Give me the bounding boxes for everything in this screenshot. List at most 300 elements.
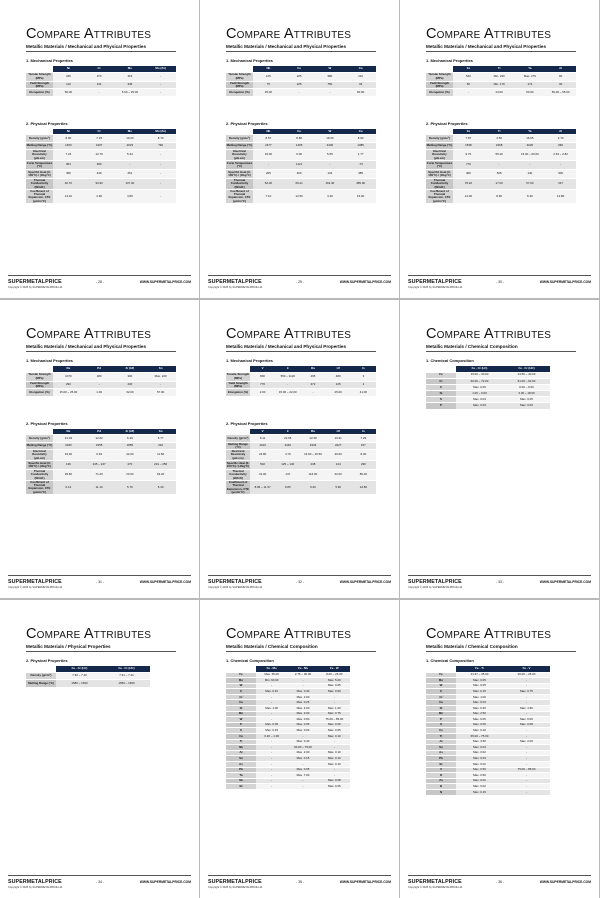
row-label: Thermal Conductivity (W/mK)	[26, 178, 53, 189]
website-link[interactable]: WWW.SUPERMETALPRICE.COM	[539, 280, 591, 284]
table-cell: -	[275, 381, 300, 389]
column-header: W	[315, 129, 346, 135]
table-cell: 2.00	[250, 389, 275, 397]
row-label: Si	[426, 706, 456, 712]
row-label: N	[426, 789, 456, 795]
table-row	[426, 789, 550, 795]
table-cell: 2623	[115, 142, 146, 150]
table-cell: 345	[115, 81, 146, 89]
row-label: Bi	[426, 762, 456, 768]
row-label: Cr	[226, 694, 256, 700]
row-label: Melting Range (°C)	[26, 442, 53, 450]
table-row	[26, 81, 176, 89]
table-cell: 1907	[84, 142, 115, 150]
table-cell: Max. 0.50	[456, 767, 503, 773]
table-cell: Max. 0.05	[287, 767, 318, 773]
data-table	[26, 429, 176, 495]
table-cell: 30	[545, 81, 576, 89]
table-cell: Max. 0.03	[456, 700, 503, 706]
table-cell: 60.00 ~ 72.00	[456, 378, 503, 384]
website-link[interactable]: WWW.SUPERMETALPRICE.COM	[539, 580, 591, 584]
table-cell: Max. 1.00	[456, 694, 503, 700]
table-cell: 1085	[345, 142, 376, 150]
table-row	[226, 381, 376, 389]
table-cell: -	[256, 750, 287, 756]
table-row	[426, 89, 576, 97]
table-row	[26, 389, 176, 397]
table-row	[26, 89, 176, 97]
table-cell: 345	[53, 72, 84, 81]
row-label: Tensile Strength (MPa)	[226, 372, 250, 380]
brand-name: SUPERMETALPRICE	[408, 579, 462, 585]
table-row	[26, 160, 176, 169]
table-row	[26, 142, 176, 150]
section-heading: 2. Physical Properties	[426, 120, 468, 126]
table-cell: -	[545, 160, 576, 169]
page-number: - 32 -	[296, 580, 304, 584]
column-header: In	[351, 429, 376, 435]
page-title: Compare Attributes	[226, 626, 352, 642]
page-footer	[408, 575, 591, 589]
table-cell: 15.00 ~ 25.00	[53, 389, 84, 397]
table-row	[226, 81, 376, 89]
table-cell: 2	[351, 381, 376, 389]
table-cell: 16.00 ~ 30.00	[456, 372, 503, 378]
table-cell: 7.31 ~ 7.41	[103, 672, 150, 680]
table-cell: 1453	[53, 142, 84, 150]
row-label: W	[226, 683, 256, 689]
table-cell: 12.00	[453, 189, 484, 203]
table-cell: -	[256, 773, 287, 779]
table-row	[226, 189, 376, 203]
table-cell: 270	[115, 460, 146, 469]
table-cell: Max. 0.10	[319, 734, 350, 740]
document-page	[400, 0, 599, 298]
table-cell: 1121	[284, 160, 315, 169]
row-label: Specific Heat (0-100°C) / (J/kg°C)	[226, 169, 253, 178]
table-cell: -	[256, 784, 287, 790]
table-cell: Max. 0.10	[256, 689, 287, 695]
row-label: Cr	[426, 378, 456, 384]
table-cell: 385.00	[345, 178, 376, 189]
website-link[interactable]: WWW.SUPERMETALPRICE.COM	[339, 280, 391, 284]
table-cell: 3400	[315, 142, 346, 150]
table-cell: 25.00	[326, 389, 351, 397]
table-cell: Max. 0.10	[319, 762, 350, 768]
table-cell: 7.24	[53, 150, 84, 161]
row-label: Cu	[226, 734, 256, 740]
row-label: Density (g/cm³)	[26, 435, 53, 443]
table-cell: Max. 0.03	[456, 745, 503, 751]
website-link[interactable]: WWW.SUPERMETALPRICE.COM	[339, 880, 391, 884]
website-link[interactable]: WWW.SUPERMETALPRICE.COM	[139, 880, 191, 884]
table-cell: 21.03	[53, 435, 84, 443]
copyright-text: Copyright © 2025 by SUPERMETALPRICE Ltd.	[208, 886, 263, 889]
table-row	[426, 72, 576, 81]
table-cell: 21.37 ~ 35.00	[456, 672, 503, 678]
row-label: Yield Strength (MPa)	[226, 81, 253, 89]
website-link[interactable]: WWW.SUPERMETALPRICE.COM	[139, 580, 191, 584]
table-cell: -	[145, 160, 176, 169]
document-page	[200, 300, 399, 598]
page-footer	[208, 575, 391, 589]
row-label: Nb	[226, 745, 256, 751]
table-cell: Min. 170	[484, 81, 515, 89]
table-cell: 3180	[53, 442, 84, 450]
table-cell: 4.40	[315, 189, 346, 203]
table-cell: 57.00	[145, 389, 176, 397]
row-label: Si	[226, 706, 256, 712]
table-cell: 456	[53, 169, 84, 178]
row-label: Electrical Resistivity (μΩ·cm)	[426, 150, 453, 161]
table-cell: Max. 0.02	[456, 784, 503, 790]
row-label: Co	[426, 728, 456, 734]
row-label: Specific Heat (0-100°C) / (J/kg°C)	[226, 460, 250, 469]
row-label: Curie Temperature (°C)	[426, 160, 453, 168]
table-cell: -	[503, 683, 550, 689]
table-cell: 5.00 ~ 25.00	[115, 89, 146, 97]
website-link[interactable]: WWW.SUPERMETALPRICE.COM	[539, 880, 591, 884]
table-cell: 12.30	[300, 435, 325, 443]
website-link[interactable]: WWW.SUPERMETALPRICE.COM	[139, 280, 191, 284]
brand-name: SUPERMETALPRICE	[8, 279, 62, 285]
row-label: Pb	[426, 756, 456, 762]
table-row	[426, 160, 576, 169]
table-cell: 172	[515, 81, 546, 89]
table-cell: 480	[84, 160, 115, 169]
column-header: Mo	[115, 66, 146, 72]
row-label: Coefficient of Thermal Expansion, CTE (μm/m°C)	[26, 480, 53, 494]
table-cell: 39.60	[53, 469, 84, 480]
page-subtitle: Metallic Materials / Chemical Composition	[426, 344, 576, 352]
row-label: Mo	[426, 678, 456, 684]
table-cell: 20.00 ~ 25.00	[503, 672, 550, 678]
row-label: Yield Strength (MPa)	[26, 381, 53, 389]
table-cell: 50.00	[53, 89, 84, 97]
table-row	[226, 470, 376, 481]
data-table	[426, 129, 576, 204]
table-cell: Max. 0.05	[456, 384, 503, 390]
table-cell: 19.30	[53, 450, 84, 461]
table-cell: Max. 0.75	[503, 689, 550, 695]
table-cell: 9.93	[84, 450, 115, 461]
column-header: Fe - Cr (LC)	[456, 366, 503, 372]
page-content	[26, 26, 176, 204]
table-cell: -	[484, 160, 515, 169]
copyright-text: Copyright © 2025 by SUPERMETALPRICE Ltd.	[8, 586, 63, 589]
table-cell: 24.80	[250, 450, 275, 461]
table-row	[26, 189, 176, 203]
column-header: V	[250, 429, 275, 435]
table-cell: -	[503, 756, 550, 762]
row-label: Al	[226, 750, 256, 756]
row-label: Yield Strength (MPa)	[26, 81, 53, 89]
column-header: Ni	[53, 129, 84, 135]
table-cell: 770	[453, 160, 484, 169]
table-cell: -	[319, 767, 350, 773]
table-cell: 134	[315, 169, 346, 178]
copyright-text: Copyright © 2025 by SUPERMETALPRICE Ltd.	[408, 886, 463, 889]
table-cell: 93.90	[84, 178, 115, 189]
table-cell: -	[253, 160, 284, 169]
section-heading: 2. Physical Properties	[26, 658, 68, 663]
column-header: Sn	[145, 429, 176, 435]
table-cell: 1495	[284, 142, 315, 150]
table-row	[426, 169, 576, 178]
column-header: Hf	[326, 366, 351, 372]
document-page	[0, 0, 199, 298]
page-footer	[8, 575, 191, 589]
row-label: Melting Range (°C)	[226, 142, 253, 150]
table-cell: 57.00	[515, 178, 546, 189]
table-cell: -	[515, 160, 546, 169]
page-title: Compare Attributes	[26, 326, 152, 342]
page-content	[226, 326, 376, 495]
row-label: Bi	[226, 784, 256, 790]
table-cell: 225	[284, 81, 315, 89]
table-cell: Max. 0.06	[319, 722, 350, 728]
table-cell: 5.65	[315, 150, 346, 161]
table-cell: Max. 0.05	[256, 722, 287, 728]
column-header: Pd	[84, 429, 115, 435]
column-header: Ni	[53, 66, 84, 72]
column-header: Fe	[453, 129, 484, 135]
row-label: Ta	[226, 773, 256, 779]
page-content	[426, 326, 576, 410]
table-cell: Max. 0.03	[456, 756, 503, 762]
table-row	[26, 135, 176, 143]
brand-name: SUPERMETALPRICE	[8, 879, 62, 885]
table-row	[26, 480, 176, 494]
column-header: Ru	[300, 366, 325, 372]
page-content	[226, 626, 376, 790]
row-label: S	[426, 722, 456, 728]
table-cell: Max. 0.15	[456, 789, 503, 795]
row-label: Al	[426, 739, 456, 745]
column-header: Cr	[84, 66, 115, 72]
page-footer	[208, 875, 391, 889]
table-cell: 125 ~ 140	[275, 461, 300, 470]
table-cell: -	[503, 700, 550, 706]
table-cell: 5.34	[115, 150, 146, 161]
row-label: Cr	[426, 694, 456, 700]
section-heading: 1. Mechanical Properties	[226, 58, 273, 63]
table-cell: 8.70	[145, 135, 176, 143]
table-cell: 12.02	[84, 435, 115, 443]
table-cell: 290	[53, 381, 84, 389]
table-cell: 31.00	[250, 470, 275, 481]
table-cell: Max. 2.50	[456, 711, 503, 717]
table-row	[226, 178, 376, 189]
table-cell: 4.70	[275, 450, 300, 461]
table-row	[426, 178, 576, 189]
table-cell: -	[256, 762, 287, 768]
page-footer	[8, 275, 191, 289]
table-cell: 5.77	[145, 435, 176, 443]
table-cell: 13.31	[326, 435, 351, 443]
table-cell: Max. 0.15	[456, 689, 503, 695]
table-cell: Max. 0.03	[287, 728, 318, 734]
table-cell: Max. 0.05	[287, 722, 318, 728]
table-cell: 75	[253, 81, 284, 89]
row-label: Sb	[226, 778, 256, 784]
table-cell: -	[256, 756, 287, 762]
row-label: Melting Range (°C)	[226, 442, 250, 450]
section-heading: 2. Physical Properties	[226, 420, 268, 426]
page-number: - 36 -	[496, 880, 504, 884]
column-header: Cr	[84, 129, 115, 135]
table-row	[226, 169, 376, 178]
table-cell: -	[84, 89, 115, 97]
row-label: Yield Strength (MPa)	[226, 381, 250, 389]
row-label: Specific Heat (0-100°C) / (J/kg°C)	[26, 460, 53, 469]
column-header: Ti	[484, 66, 515, 72]
document-page	[0, 600, 199, 898]
table-cell: 16.65	[515, 135, 546, 143]
table-cell: 11.50	[145, 450, 176, 461]
table-cell: 3.00 ~ 18.00	[503, 391, 550, 397]
table-cell: Max. 1.00	[319, 706, 350, 712]
table-cell: 71.20	[84, 469, 115, 480]
table-cell: 480	[326, 372, 351, 381]
table-cell: 163.30	[315, 178, 346, 189]
table-cell: 7.29	[351, 435, 376, 443]
table-cell: 0.20 ~ 1.00	[256, 734, 287, 740]
copyright-text: Copyright © 2025 by SUPERMETALPRICE Ltd.	[208, 286, 263, 289]
table-cell: -	[319, 773, 350, 779]
column-header: Hf	[326, 429, 351, 435]
table-cell: Max. 276	[515, 72, 546, 81]
row-label: Electrical Resistivity (μΩ·cm)	[26, 150, 53, 161]
table-cell: Max. 2.00	[287, 750, 318, 756]
table-row	[226, 89, 376, 97]
table-cell: -	[453, 89, 484, 97]
table-cell: -	[503, 773, 550, 779]
page-subtitle: Metallic Materials / Chemical Composition	[226, 644, 376, 652]
brand-name: SUPERMETALPRICE	[208, 579, 262, 585]
table-cell: 25.00	[253, 89, 284, 97]
brand-name: SUPERMETALPRICE	[208, 279, 262, 285]
table-row	[26, 150, 176, 161]
page-subtitle: Metallic Materials / Mechanical and Physical Properties	[26, 44, 176, 52]
section-heading: 1. Chemical Composition	[426, 358, 474, 363]
table-cell: -	[256, 717, 287, 723]
page-number: - 28 -	[96, 280, 104, 284]
table-cell: 131	[84, 81, 115, 89]
column-header: Nb	[253, 129, 284, 135]
data-table	[26, 366, 176, 397]
column-header: Ti	[484, 129, 515, 135]
page-number: - 33 -	[496, 580, 504, 584]
table-cell: Max. 0.10	[319, 750, 350, 756]
table-row	[426, 135, 576, 143]
table-cell: -	[145, 81, 176, 89]
table-row	[226, 142, 376, 150]
row-label: Thermal Conductivity (W/mK)	[226, 470, 250, 481]
table-cell: 9.40	[300, 480, 325, 494]
table-cell: 2.75 ~ 30.00	[287, 672, 318, 678]
table-cell: -	[284, 89, 315, 97]
table-cell: 8.00 ~ 25.00	[319, 672, 350, 678]
row-label: Cu	[226, 700, 256, 706]
row-label: S	[226, 728, 256, 734]
table-cell: 50.00	[515, 89, 546, 97]
table-cell: 4.80	[115, 189, 146, 203]
row-label: Sn	[426, 745, 456, 751]
table-cell: 19.30	[315, 135, 346, 143]
brand-name: SUPERMETALPRICE	[208, 879, 262, 885]
table-cell: 90	[545, 72, 576, 81]
row-label: Coefficient of Thermal Expansion, CTE (μm/m°C)	[226, 189, 253, 203]
table-cell: Max. 0.50	[456, 773, 503, 779]
table-row	[426, 403, 550, 409]
row-label: As	[226, 762, 256, 768]
column-header: Co	[284, 129, 315, 135]
table-cell: Max. 0.15	[287, 756, 318, 762]
table-cell: 140	[515, 169, 546, 178]
table-cell: Max. 2.00	[287, 694, 318, 700]
row-label: Elongation (%)	[226, 89, 253, 97]
table-cell: Max. 0.05	[319, 784, 350, 790]
table-cell: 50	[453, 81, 484, 89]
table-cell: 460	[453, 169, 484, 178]
table-cell: 69.21	[284, 178, 315, 189]
table-cell: 790	[145, 142, 176, 150]
table-cell: 116.00	[300, 470, 325, 481]
data-table	[426, 666, 550, 796]
table-cell: 6.12	[53, 480, 84, 494]
column-header: Ru	[300, 429, 325, 435]
table-cell: 750	[315, 81, 346, 89]
column-header: In	[351, 366, 376, 372]
table-cell: 13.10	[53, 189, 84, 203]
page-subtitle: Metallic Materials / Chemical Composition	[426, 644, 576, 652]
table-cell: 16.00	[345, 189, 376, 203]
table-cell: 1070	[53, 372, 84, 381]
table-cell: 1580 ~ 1690	[56, 680, 103, 688]
table-row	[426, 150, 576, 161]
section-heading: 1. Chemical Composition	[426, 658, 474, 663]
table-cell: 385	[345, 169, 376, 178]
table-cell: Max. 0.60	[319, 689, 350, 695]
column-header: Fe - Nb	[287, 666, 318, 672]
document-page	[400, 300, 599, 598]
website-link[interactable]: WWW.SUPERMETALPRICE.COM	[339, 580, 391, 584]
table-cell: Max. 0.03	[456, 403, 503, 409]
table-cell: Max. 0.02	[456, 750, 503, 756]
table-cell: Max. 220	[145, 372, 176, 381]
page-title: Compare Attributes	[426, 326, 552, 342]
table-cell: Max. 0.25	[456, 706, 503, 712]
row-label: Electrical Resistivity (μΩ·cm)	[226, 150, 253, 161]
table-cell: 63.20	[145, 469, 176, 480]
row-label: Density (g/cm³)	[26, 672, 56, 680]
row-label: Melting Range (°C)	[426, 142, 453, 150]
table-cell: -	[503, 778, 550, 784]
table-cell: Max. 0.02	[456, 778, 503, 784]
page-title: Compare Attributes	[426, 626, 552, 642]
table-cell: Max. 0.50	[287, 717, 318, 723]
table-cell: Max. 0.03	[503, 403, 550, 409]
table-row	[226, 150, 376, 161]
table-cell: 210	[345, 72, 376, 81]
data-table	[426, 66, 576, 97]
table-cell: Max. 35.00	[256, 672, 287, 678]
table-cell: 125	[253, 72, 284, 81]
page-content	[226, 26, 376, 204]
table-cell: 265	[253, 169, 284, 178]
section-heading: 2. Physical Properties	[26, 120, 68, 126]
